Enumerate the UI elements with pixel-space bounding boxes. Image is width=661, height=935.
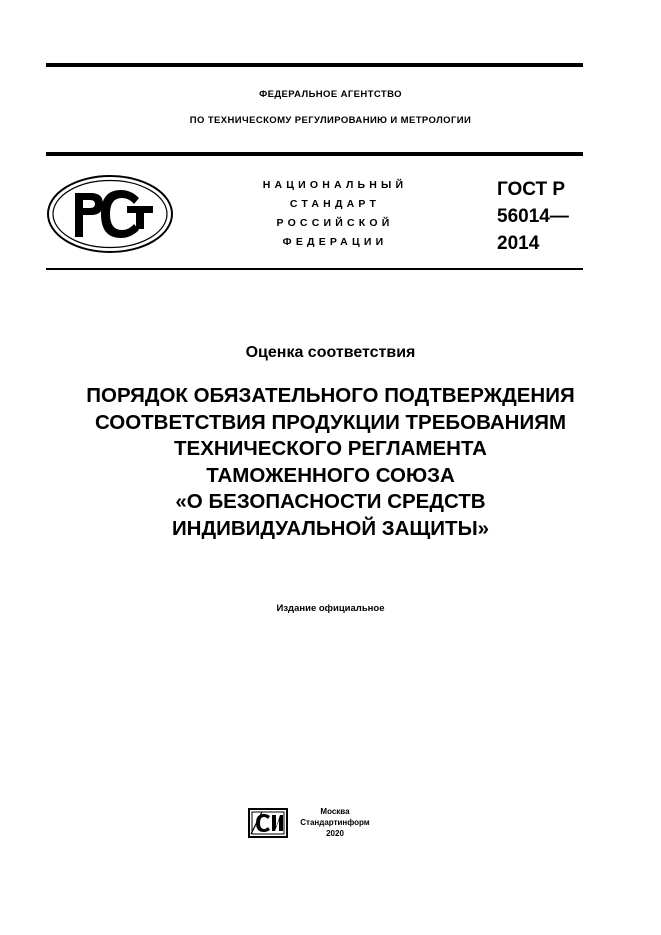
top-rule bbox=[46, 63, 583, 67]
standartinform-logo-icon bbox=[248, 808, 288, 838]
publication-year: 2020 bbox=[326, 829, 344, 838]
standard-type-line-1: НАЦИОНАЛЬНЫЙ bbox=[262, 179, 408, 191]
designation-line-2: 56014— bbox=[497, 206, 569, 227]
standard-designation bbox=[497, 176, 569, 257]
standard-type-line-3: РОССИЙСКОЙ bbox=[276, 217, 394, 229]
designation-line-3: 2014 bbox=[497, 233, 540, 254]
rst-certification-mark-icon bbox=[45, 173, 175, 255]
designation-line-1: ГОСТ Р bbox=[497, 179, 566, 200]
publisher-info bbox=[298, 806, 372, 839]
title-line: ТАМОЖЕННОГО СОЮЗА bbox=[206, 463, 455, 487]
document-subtitle: Оценка соответствия bbox=[245, 344, 416, 361]
standard-type-line-2: СТАНДАРТ bbox=[289, 198, 381, 210]
title-line: ТЕХНИЧЕСКОГО РЕГЛАМЕНТА bbox=[174, 437, 487, 460]
title-line: «О БЕЗОПАСНОСТИ СРЕДСТВ bbox=[175, 490, 486, 513]
standard-type bbox=[230, 176, 440, 252]
agency-line-2: ПО ТЕХНИЧЕСКОМУ РЕГУЛИРОВАНИЮ И МЕТРОЛОГИИ bbox=[189, 115, 472, 126]
agency-line-1: ФЕДЕРАЛЬНОЕ АГЕНТСТВО bbox=[259, 89, 402, 100]
title-line: ИНДИВИДУАЛЬНОЙ ЗАЩИТЫ» bbox=[171, 516, 490, 540]
header-rule bbox=[46, 152, 583, 156]
publisher-city: Москва bbox=[320, 807, 350, 816]
publisher-name: Стандартинформ bbox=[300, 818, 370, 827]
title-line: СООТВЕТСТВИЯ ПРОДУКЦИИ ТРЕБОВАНИЯМ bbox=[94, 410, 567, 434]
header-bottom-rule bbox=[46, 268, 583, 270]
edition-note: Издание официальное bbox=[276, 603, 385, 614]
standard-type-line-4: ФЕДЕРАЦИИ bbox=[282, 236, 388, 248]
title-line: ПОРЯДОК ОБЯЗАТЕЛЬНОГО ПОДТВЕРЖДЕНИЯ bbox=[86, 384, 575, 407]
document-title bbox=[0, 383, 661, 542]
